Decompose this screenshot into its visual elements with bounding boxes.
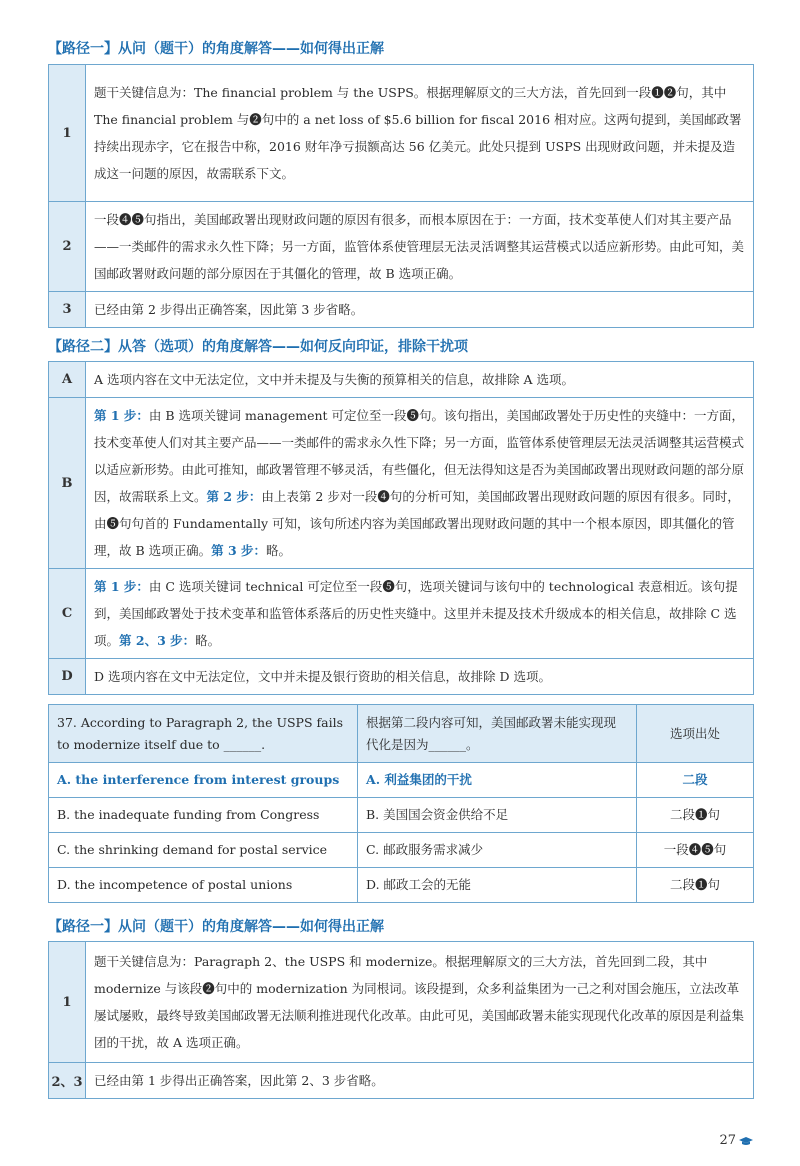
step-label: 第 3 步：	[211, 543, 267, 558]
section-heading-path-one-q37: 【路径一】从问（题干）的角度解答——如何得出正解	[48, 919, 384, 935]
option-cn: D. 邮政工会的无能	[358, 868, 637, 903]
step-key: 2、3	[49, 1063, 86, 1099]
option-text: D 选项内容在文中无法定位，文中并未提及银行资助的相关信息，故排除 D 选项。	[86, 659, 754, 695]
steps-table-q36	[48, 64, 754, 328]
option-key: A	[49, 362, 86, 398]
step-body: 由 B 选项关键词 management 可定位至一段❺句。该句指出，美国邮政署处于历史性的夹缝中：一方面，技术变革使人们对其主要产品——一类邮件的需求永久性下降；另一方面，监管体系使管理层无法灵活调整其运营模式以适应新形势。由此可推知，邮政署管理不够灵活，有些僵化，但无法得知这是否为美国邮政署出现财政问题的部分原因，故需联系上文。	[94, 408, 745, 504]
option-row	[49, 798, 754, 833]
step-text: 已经由第 2 步得出正确答案，因此第 3 步省略。	[86, 292, 754, 328]
step-body: 由上表第 2 步对一段❹句的分析可知，美国邮政署出现财政问题的原因有很多。同时，由❺句句首的 Fundamentally 可知，该句所述内容为美国邮政署出现财政问题的其中一个根本原因，即其僵化的管理，故 B 选项正确。	[94, 489, 740, 558]
step-key: 1	[49, 65, 86, 202]
step-text: 题干关键信息为：Paragraph 2、the USPS 和 modernize。根据理解原文的三大方法，首先回到二段，其中 modernize 与该段❷句中的 modernization 为同根词。该段提到，众多利益集团为一己之利对国会施压，立法改革屡试屡败，最终导致美国邮政署无法顺利推进现代化改革。由此可见，美国邮政署未能实现现代化改革的原因是利益集团的干扰，故 A 选项正确。	[86, 942, 754, 1063]
table-row	[49, 362, 754, 398]
option-row	[49, 833, 754, 868]
step-text: 题干关键信息为：The financial problem 与 the USPS。根据理解原文的三大方法，首先回到一段❶❷句，其中 The financial problem 与❷句中的 a net loss of $5.6 billion for fiscal 2016 相对应。这两句提到，美国邮政署持续出现赤字，它在报告中称，2016 财年净亏损额高达 56 亿美元。此处只提到 USPS 出现财政问题，并未提及造成这一问题的原因，故需联系下文。	[86, 65, 754, 202]
option-location: 二段❶句	[637, 798, 754, 833]
option-location: 一段❹❺句	[637, 833, 754, 868]
section-heading-path-two: 【路径二】从答（选项）的角度解答——如何反向印证，排除干扰项	[48, 339, 468, 355]
table-row	[49, 659, 754, 695]
option-cn: B. 美国国会资金供给不足	[358, 798, 637, 833]
option-row	[49, 868, 754, 903]
step-key: 1	[49, 942, 86, 1063]
option-en: A. the interference from interest groups	[49, 763, 358, 798]
option-key: D	[49, 659, 86, 695]
step-label: 第 1 步：	[94, 408, 149, 423]
step-text: 一段❹❺句指出，美国邮政署出现财政问题的原因有很多，而根本原因在于：一方面，技术变革使人们对其主要产品——一类邮件的需求永久性下降；另一方面，监管体系使管理层无法灵活调整其运营模式以适应新形势。由此可知，美国邮政署财政问题的部分原因在于其僵化的管理，故 B 选项正确。	[86, 202, 754, 292]
table-row	[49, 942, 754, 1063]
page-number	[719, 1133, 754, 1148]
steps-table-q37	[48, 941, 754, 1099]
step-key: 3	[49, 292, 86, 328]
table-row	[49, 1063, 754, 1099]
page-number-text: 27	[719, 1133, 736, 1148]
option-text	[86, 569, 754, 659]
option-en: C. the shrinking demand for postal service	[49, 833, 358, 868]
option-cn: A. 利益集团的干扰	[358, 763, 637, 798]
step-body: 由 C 选项关键词 technical 可定位至一段❺句，选项关键词与该句中的 technological 表意相近。该句提到，美国邮政署处于技术变革和监管体系落后的历史性夹缝中。这里并未提及技术升级成本的相关信息，故排除 C 选项。	[94, 579, 738, 648]
question-37-table	[48, 704, 754, 903]
step-label: 第 2、3 步：	[119, 633, 196, 648]
option-en: D. the incompetence of postal unions	[49, 868, 358, 903]
question-cn: 根据第二段内容可知，美国邮政署未能实现现代化是因为______。	[358, 705, 637, 763]
step-key: 2	[49, 202, 86, 292]
step-label: 第 2 步：	[206, 489, 262, 504]
table-row	[49, 569, 754, 659]
option-location: 二段	[637, 763, 754, 798]
option-cn: C. 邮政服务需求减少	[358, 833, 637, 868]
location-header: 选项出处	[637, 705, 754, 763]
option-key: B	[49, 398, 86, 569]
answer-option-row	[49, 763, 754, 798]
step-label: 第 1 步：	[94, 579, 149, 594]
option-key: C	[49, 569, 86, 659]
table-row	[49, 202, 754, 292]
option-en: B. the inadequate funding from Congress	[49, 798, 358, 833]
question-en: 37. According to Paragraph 2, the USPS fails to modernize itself due to ______.	[49, 705, 358, 763]
graduation-cap-icon	[738, 1136, 754, 1146]
question-row	[49, 705, 754, 763]
option-text	[86, 398, 754, 569]
option-location: 二段❶句	[637, 868, 754, 903]
step-body: 略。	[195, 633, 221, 648]
table-row	[49, 292, 754, 328]
step-body: 略。	[266, 543, 292, 558]
table-row	[49, 65, 754, 202]
option-text: A 选项内容在文中无法定位，文中并未提及与失衡的预算相关的信息，故排除 A 选项。	[86, 362, 754, 398]
section-heading-path-one: 【路径一】从问（题干）的角度解答——如何得出正解	[48, 41, 384, 57]
options-analysis-table	[48, 361, 754, 695]
table-row	[49, 398, 754, 569]
step-text: 已经由第 1 步得出正确答案，因此第 2、3 步省略。	[86, 1063, 754, 1099]
